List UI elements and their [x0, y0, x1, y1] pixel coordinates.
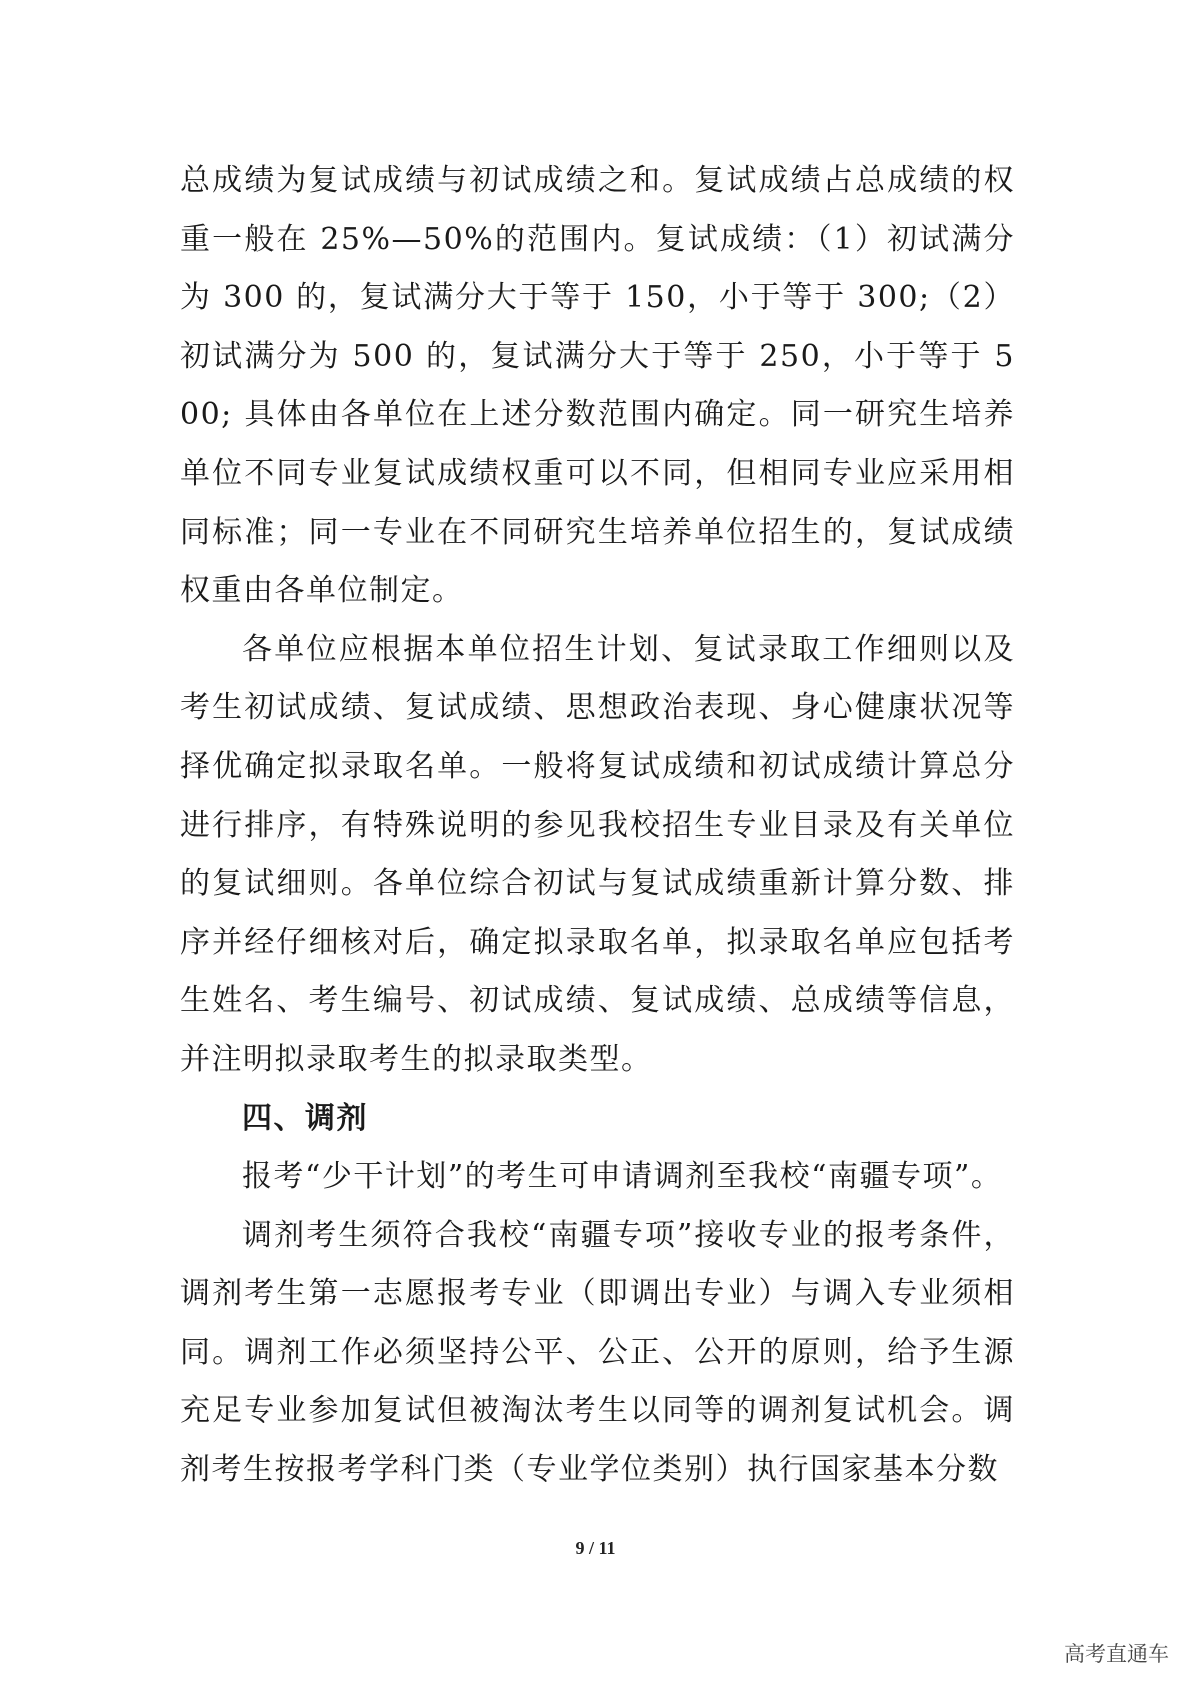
document-body [180, 152, 1015, 1500]
section-heading-adjustment: 四、调剂 [242, 1100, 368, 1136]
paragraph-adjustment-conditions: 调剂考生须符合我校“南疆专项”接收专业的报考条件，调剂考生第一志愿报考专业（即调出专业）与调入专业须相同。调剂工作必须坚持公平、公正、公开的原则，给予生源充足专业参加复试但被淘汰考生以同等的调剂复试机会。调剂考生按报考学科门类（专业学位类别）执行国家基本分数 [180, 1217, 1015, 1488]
paragraph-total-score: 总成绩为复试成绩与初试成绩之和。复试成绩占总成绩的权重一般在 25%—50%的范围内。复试成绩：（1）初试满分为 300 的，复试满分大于等于 150，小于等于 300;（2）初试满分为 500 的，复试满分大于等于 250，小于等于 500; 具体由各单位在上述分数范围内确定。同一研究生培养单位不同专业复试成绩权重可以不同，但相同专业应采用相同标准；同一专业在不同研究生培养单位招生的，复试成绩权重由各单位制定。 [180, 163, 1015, 609]
paragraph-adjustment-application: 报考“少干计划”的考生可申请调剂至我校“南疆专项”。 [242, 1159, 1003, 1195]
page-number: 9 / 11 [575, 1538, 616, 1558]
paragraph-admission-list: 各单位应根据本单位招生计划、复试录取工作细则以及考生初试成绩、复试成绩、思想政治表现、身心健康状况等择优确定拟录取名单。一般将复试成绩和初试成绩计算总分进行排序，有特殊说明的参见我校招生专业目录及有关单位的复试细则。各单位综合初试与复试成绩重新计算分数、排序并经仔细核对后，确定拟录取名单，拟录取名单应包括考生姓名、考生编号、初试成绩、复试成绩、总成绩等信息，并注明拟录取考生的拟录取类型。 [180, 631, 1015, 1077]
watermark-text: 高考直通车 [1064, 1642, 1169, 1666]
